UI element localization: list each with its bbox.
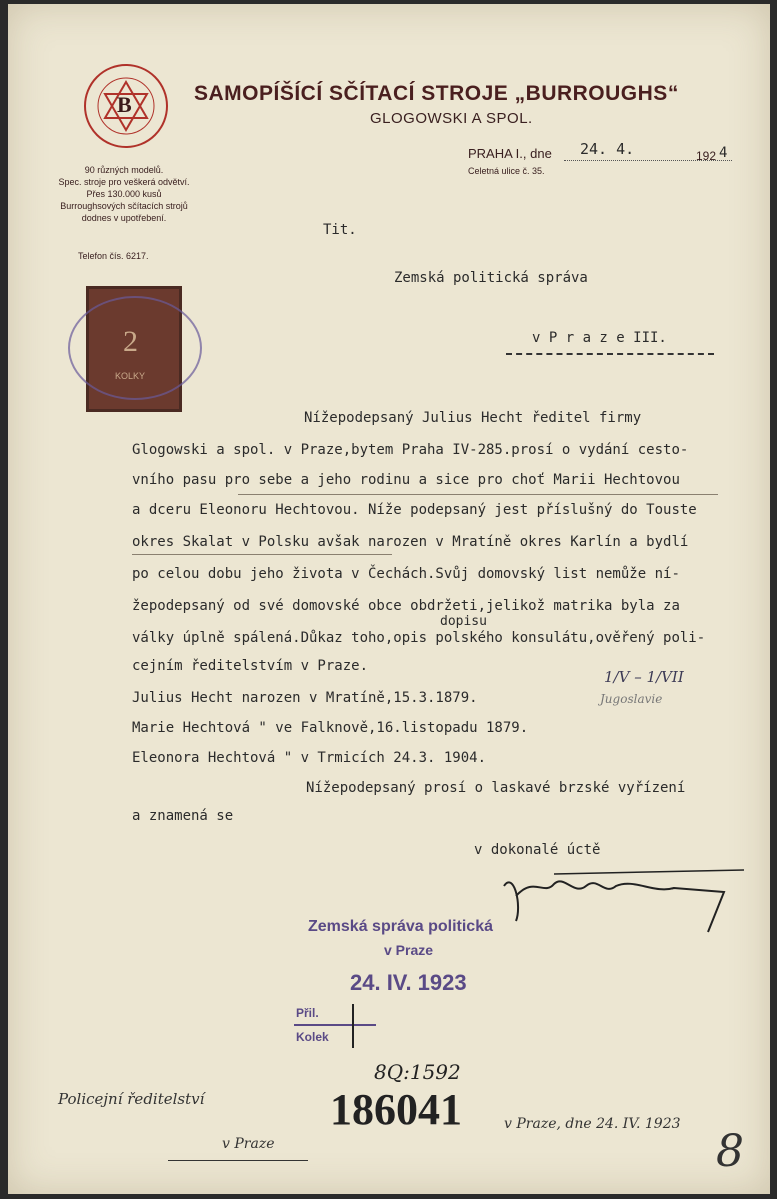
side-info-line: Burroughsových sčítacích strojů — [60, 201, 188, 211]
body-line-7: žepodepsaný od své domovské obce obdržeti,jelikož matrika byla za — [132, 598, 680, 614]
closing-line-2: v dokonalé úctě — [474, 842, 601, 858]
revenue-stamp-word: KOLKY — [115, 371, 146, 381]
bottom-left-note-2: v Praze — [222, 1136, 275, 1152]
company-logo — [82, 62, 170, 150]
person-line-3: Eleonora Hechtová " v Trmicích 24.3. 1904. — [132, 750, 487, 766]
body-line-9: cejním ředitelstvím v Praze. — [132, 658, 369, 674]
person-line-1: Julius Hecht narozen v Mratíně,15.3.1879. — [132, 690, 478, 706]
signature — [494, 866, 744, 936]
company-name: SAMOPÍŠÍCÍ SČÍTACÍ STROJE „BURROUGHS“ — [194, 82, 679, 105]
letter-date: 24. 4. — [580, 140, 635, 158]
bottom-right-note: v Praze, dne 24. IV. 1923 — [504, 1116, 681, 1132]
bottom-left-note-1: Policejní ředitelství — [58, 1090, 205, 1108]
ref-number-hand: 8Q:1592 — [374, 1060, 461, 1084]
date-year-prefix: 192 — [696, 149, 717, 163]
body-line-6: po celou dobu jeho života v Čechách.Svůj domovský list nemůže ní- — [132, 566, 680, 582]
body-line-1: Nížepodepsaný Julius Hecht ředitel firmy — [304, 410, 642, 426]
fee-mark — [352, 1004, 354, 1048]
margin-note: 1/V – 1/VII — [604, 668, 684, 686]
place-label: PRAHA I., dne — [468, 146, 552, 161]
salutation: Tit. — [323, 222, 357, 238]
closing-line-1: a znamená se — [132, 808, 234, 824]
office-stamp-date: 24. IV. 1923 — [350, 970, 467, 995]
office-stamp-line1: Zemská správa politická — [308, 918, 493, 935]
fee-label-2: Kolek — [296, 1030, 329, 1044]
body-line-2: Glogowski a spol. v Praze,bytem Praha IV-285.prosí o vydání cesto- — [132, 442, 689, 458]
page-number: 8 — [716, 1126, 744, 1177]
body-line-5: okres Skalat v Polsku avšak narozen v Mratíně okres Karlín a bydlí — [132, 534, 689, 550]
fee-label-1: Přil. — [296, 1006, 319, 1020]
body-line-3: vního pasu pro sebe a jeho rodinu a sice pro choť Marii Hechtovou — [132, 472, 680, 488]
logo-letter: B — [117, 92, 132, 117]
inserted-word: dopisu — [440, 614, 487, 629]
pencil-underline — [238, 494, 718, 495]
body-line-8: války úplně spálená.Důkaz toho,opis polského konsulátu,ověřený poli- — [132, 630, 706, 646]
document-page — [8, 4, 770, 1194]
side-info-line: dodnes v upotřebení. — [81, 213, 167, 223]
side-info-line: 90 různých modelů. — [84, 165, 164, 175]
side-info-line: Spec. stroje pro veškerá odvětví. — [58, 177, 190, 187]
revenue-stamp-value: 2 — [123, 325, 138, 358]
office-stamp-line2: v Praze — [384, 942, 434, 958]
city-underline — [506, 353, 714, 355]
addressee-city: v P r a z e III. — [532, 330, 667, 346]
cancellation-circle — [68, 296, 202, 400]
letterhead-side-info — [44, 164, 204, 224]
pencil-underline — [132, 554, 392, 555]
request-line: Nížepodepsaný prosí o laskavé brzské vyřízení — [306, 780, 686, 796]
date-year-suffix: 4 — [719, 145, 728, 161]
street-address: Celetná ulice č. 35. — [468, 166, 545, 176]
company-subtitle: GLOGOWSKI A SPOL. — [370, 110, 533, 127]
registration-number: 186041 — [330, 1085, 462, 1134]
side-info-line: Přes 130.000 kusů — [86, 189, 162, 199]
fee-line — [294, 1024, 376, 1026]
margin-note-2: Jugoslavie — [600, 692, 663, 706]
body-line-4: a dceru Eleonoru Hechtovou. Níže podepsaný jest příslušný do Touste — [132, 502, 697, 518]
addressee: Zemská politická správa — [394, 270, 588, 286]
bottom-left-underline — [168, 1160, 308, 1161]
phone-number: Telefon čís. 6217. — [78, 251, 149, 261]
person-line-2: Marie Hechtová " ve Falknově,16.listopadu 1879. — [132, 720, 529, 736]
